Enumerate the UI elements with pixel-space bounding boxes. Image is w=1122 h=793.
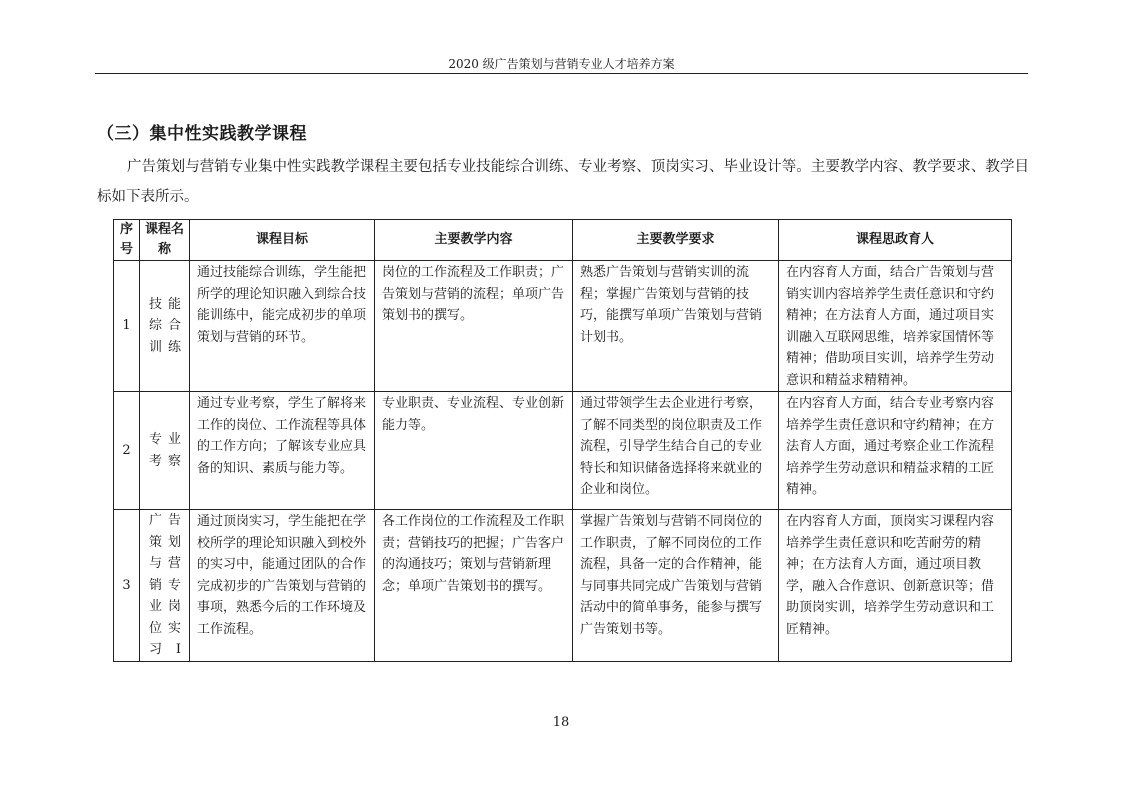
row-ideology-education: 在内容育人方面，结合广告策划与营销实训内容培养学生责任意识和守约精神；在方法育人方面，通过项目实训融入互联网思维，培养家国情怀等精神；借助项目实训，培养学生劳动意识和精益求精精神。 — [779, 261, 1012, 392]
header-course-goal: 课程目标 — [190, 220, 375, 261]
table-row — [114, 392, 1012, 510]
row-course-name: 技能综合训练 — [140, 261, 190, 392]
row-ideology-education: 在内容育人方面，结合专业考察内容培养学生责任意识和守约精神；在方法育人方面，通过考察企业工作流程培养学生劳动意识和精益求精的工匠精神。 — [779, 392, 1012, 510]
row-seq: 1 — [114, 261, 140, 392]
header-seq: 序号 — [114, 220, 140, 261]
header-teaching-content: 主要教学内容 — [375, 220, 573, 261]
table-header-row — [114, 220, 1012, 261]
row-teaching-requirement: 通过带领学生去企业进行考察，了解不同类型的岗位职责及工作流程，引导学生结合自己的专业特长和知识储备选择将来就业的企业和岗位。 — [573, 392, 779, 510]
row-seq: 2 — [114, 392, 140, 510]
header-divider — [95, 73, 1028, 74]
row-course-goal: 通过顶岗实习，学生能把在学校所学的理论知识融入到校外的实习中，能通过团队的合作完成初步的广告策划与营销的事项，熟悉今后的工作环境及工作流程。 — [190, 510, 375, 662]
row-teaching-content: 各工作岗位的工作流程及工作职责；营销技巧的把握；广告客户的沟通技巧；策划与营销新理念；单项广告策划书的撰写。 — [375, 510, 573, 662]
row-ideology-education: 在内容育人方面，顶岗实习课程内容培养学生责任意识和吃苦耐劳的精神；在方法育人方面，通过项目教学，融入合作意识、创新意识等；借助顶岗实训，培养学生劳动意识和工匠精神。 — [779, 510, 1012, 662]
row-teaching-requirement: 掌握广告策划与营销不同岗位的工作职责，了解不同岗位的工作流程，具备一定的合作精神，能与同事共同完成广告策划与营销活动中的简单事务，能参与撰写广告策划书等。 — [573, 510, 779, 662]
row-teaching-content: 岗位的工作流程及工作职责；广告策划与营销的流程；单项广告策划书的撰写。 — [375, 261, 573, 392]
row-teaching-requirement: 熟悉广告策划与营销实训的流程；掌握广告策划与营销的技巧，能撰写单项广告策划与营销计划书。 — [573, 261, 779, 392]
row-teaching-content: 专业职责、专业流程、专业创新能力等。 — [375, 392, 573, 510]
section-title: （三）集中性实践教学课程 — [97, 124, 307, 144]
row-course-goal: 通过技能综合训练，学生能把所学的理论知识融入到综合技能训练中，能完成初步的单项策划与营销的环节。 — [190, 261, 375, 392]
row-course-name: 广告策划与营销专业岗位实习Ⅰ — [140, 510, 190, 662]
section-intro-paragraph: 广告策划与营销专业集中性实践教学课程主要包括专业技能综合训练、专业考察、顶岗实习、毕业设计等。主要教学内容、教学要求、教学目标如下表所示。 — [97, 159, 1029, 205]
header-ideology-education: 课程思政育人 — [779, 220, 1012, 261]
document-header: 2020 级广告策划与营销专业人才培养方案 — [448, 57, 675, 71]
table-row — [114, 510, 1012, 662]
page-number: 18 — [552, 715, 570, 730]
row-course-name: 专业考察 — [140, 392, 190, 510]
practice-course-table — [113, 219, 1012, 662]
header-course-name: 课程名称 — [140, 220, 190, 261]
header-teaching-requirement: 主要教学要求 — [573, 220, 779, 261]
row-seq: 3 — [114, 510, 140, 662]
row-course-goal: 通过专业考察，学生了解将来工作的岗位、工作流程等具体的工作方向；了解该专业应具备的知识、素质与能力等。 — [190, 392, 375, 510]
table-row — [114, 261, 1012, 392]
